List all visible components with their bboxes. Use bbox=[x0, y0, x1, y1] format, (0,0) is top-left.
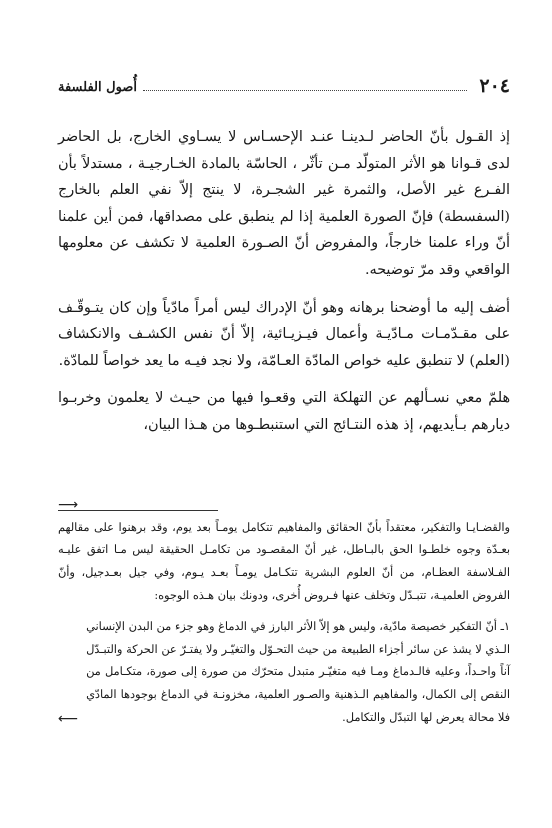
body-paragraph: إذ القـول بأنّ الحاضر لـدينـا عنـد الإحسـاس لا يسـاوي الخارج، بل الحاضر لدى قـوانا هو الأثر المتولّد مـن تأثّر ، الحاسّة بالمادة الخـارجيـة ، مستدلاً بأن الفـرع غير الأصل، والثمرة غير الشجـرة، لا ينتج إلاّ نفي العلم بالخارج (السفسطة) فإنّ الصورة العلمية إذا لم ينطبق على مصداقها، فمن أين علمنا أنّ وراء علمنا خارجاً، والمفروض أنّ الصـورة العلمية لا تكشف عن معلومها الواقعي وقد مرّ توضيحه. bbox=[58, 129, 510, 278]
main-text bbox=[58, 124, 510, 439]
document-page bbox=[58, 70, 510, 730]
page-number: ٢٠٤ bbox=[479, 75, 510, 97]
header-dotted-leader bbox=[143, 90, 467, 91]
body-paragraph: هلمّ معي نسـألهم عن التهلكة التي وقعـوا فيها من حيـث لا يعلمون وخربـوا ديارهم بـأيديهم، إذ هذه النتـائج التي استنبطـوها من هـذا البيان، bbox=[58, 390, 510, 433]
body-paragraph: أضف إليه ما أوضحنا برهانه وهو أنّ الإدراك ليس أمراً مادّياً وإن كان يتـوقّـف على مقـدّمـات مـادّيـة وأعمال فيـزيـائية، إلاّ أنّ نفس الكشـف والانكشاف (العلم) لا تنطبق عليه خواص المادّة العـامّة، ولا نجد فيـه ما يعد خواصاً للمادّة. bbox=[58, 299, 510, 369]
footnote-last-block bbox=[58, 616, 510, 730]
continuation-arrow-icon: ⟶ bbox=[58, 496, 79, 513]
separator-rule bbox=[58, 510, 218, 511]
footnote-separator bbox=[58, 496, 510, 515]
page-header bbox=[58, 70, 510, 96]
footnote-paragraph: ١ـ أنّ التفكير خصيصة مادّية، وليس هو إلاّ الأثر البارز في الدماغ وهو جزء من البدن الإنساني الـذي لا يشذ عن سائر أجزاء الطبيعة من حيث التحـوّل والتغيّـر ولا يفتـرّ عن الحركة والتبـدّل آناً واحـداً، وعليه فالـدماغ ومـا فيه متغيّـر متبدل متحرّك من صورة إلى صورة، متكـامل من النقص إلى الكمال، والمفاهيم الـذهنية والصـور العلمية، مخزونـة في الدماغ بوجودها المادّي فلا محالة يعرض لها التبدّل والتكامل. bbox=[86, 619, 510, 724]
footnote-paragraph: والقضـايـا والتفكير، معتقداً بأنّ الحقائق والمفاهيم تتكامل يومـاً بعد يوم، وقد برهنوا على مقالهم بعـدّة وجوه خلطـوا الحق بالبـاطل، غير أنّ المقصـود من تكامـل الحقيقة ليس مـا اتفق عليـه الفـلاسفة العظـام، من أنّ العلوم البشرية تتكـامل يومـاً بعـد يـوم، وفي جيل بعـدجيل، وأنّ الفروض العلميـة، تتبـدّل وتخلف عنها فـروض أُخرى، ودونك بيان هـذه الوجوه: bbox=[58, 520, 510, 602]
continues-next-page-arrow-icon: ⟵ bbox=[58, 710, 79, 727]
footnotes bbox=[58, 517, 510, 730]
running-title: أُصول الفلسفة bbox=[58, 80, 137, 95]
